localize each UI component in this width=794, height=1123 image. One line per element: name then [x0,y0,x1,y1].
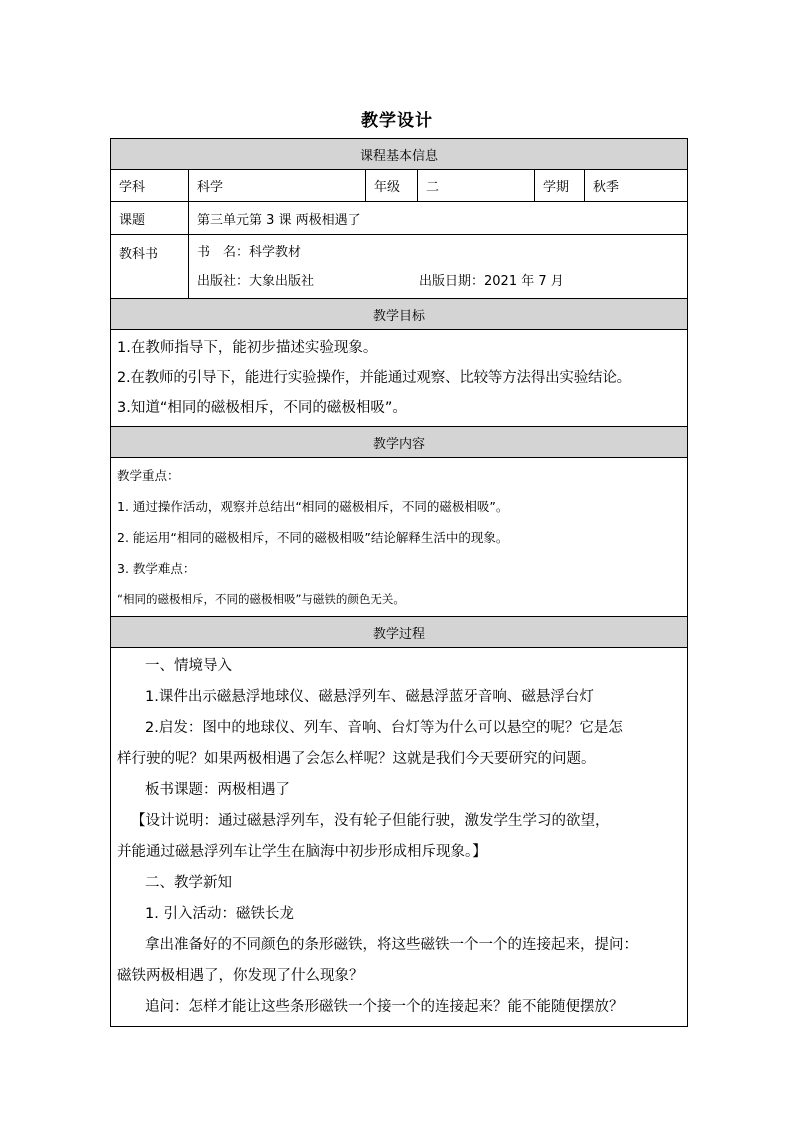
design-note: 并能通过磁悬浮列车让学生在脑海中初步形成相斥现象。】 [117,844,487,860]
lesson-value: 第三单元第 3 课 两极相遇了 [189,202,688,235]
textbook-label: 教科书 [111,235,189,299]
content-header: 教学内容 [111,427,688,458]
objective-item: 2.在教师的引导下，能进行实验操作，并能通过观察、比较等方法得出实验结论。 [117,370,631,386]
process-line: 2.启发：图中的地球仪、列车、音响、台灯等为什么可以悬空的呢？它是怎 [145,720,623,736]
book-name: 书 名：科学教材 [197,244,302,260]
lesson-plan-table [110,138,688,1027]
process-line: 磁铁两极相遇了，你发现了什么现象？ [117,968,364,984]
process-line: 1. 引入活动：磁铁长龙 [145,906,294,922]
process-line: 1.课件出示磁悬浮地球仪、磁悬浮列车、磁悬浮蓝牙音响、磁悬浮台灯 [145,689,594,705]
subject-value: 科学 [189,170,366,202]
key-point-item: 2. 能运用“相同的磁极相斥，不同的磁极相吸”结论解释生活中的现象。 [117,530,509,545]
grade-label: 年级 [366,170,418,202]
objectives-body [111,330,688,427]
difficulty-label: 3. 教学难点： [117,561,196,576]
objectives-header: 教学目标 [111,299,688,330]
process-header: 教学过程 [111,617,688,648]
publish-date: 出版日期：2021 年 7 月 [419,273,564,289]
key-point-item: 1. 通过操作活动，观察并总结出“相同的磁极相斥，不同的磁极相吸”。 [117,499,509,514]
process-line: 拿出准备好的不同颜色的条形磁铁，将这些磁铁一个一个的连接起来，提问： [145,937,638,953]
subject-label: 学科 [111,170,189,202]
difficulty-text: “相同的磁极相斥，不同的磁极相吸”与磁铁的颜色无关。 [117,592,405,606]
basic-info-header: 课程基本信息 [111,139,688,170]
process-line: 追问：怎样才能让这些条形磁铁一个接一个的连接起来？能不能随便摆放？ [145,999,624,1015]
objective-item: 1.在教师指导下，能初步描述实验现象。 [117,340,378,356]
process-line: 板书课题：两极相遇了 [145,782,290,798]
process-line: 样行驶的呢？如果两极相遇了会怎么样呢？这就是我们今天要研究的问题。 [117,751,596,767]
section-heading: 二、教学新知 [145,875,232,891]
grade-value: 二 [418,170,535,202]
document-title: 教学设计 [361,111,433,131]
lesson-label: 课题 [111,202,189,235]
section-heading: 一、情境导入 [145,658,232,674]
publisher: 出版社：大象出版社 [197,273,315,289]
content-body [111,458,688,617]
process-body [111,648,688,1027]
term-value: 秋季 [585,170,688,202]
objective-item: 3.知道“相同的磁极相斥，不同的磁极相吸”。 [117,400,407,416]
term-label: 学期 [535,170,585,202]
key-points-label: 教学重点： [117,468,180,483]
design-note: 【设计说明：通过磁悬浮列车，没有轮子但能行驶，激发学生学习的欲望， [131,813,610,829]
textbook-info [189,235,688,299]
